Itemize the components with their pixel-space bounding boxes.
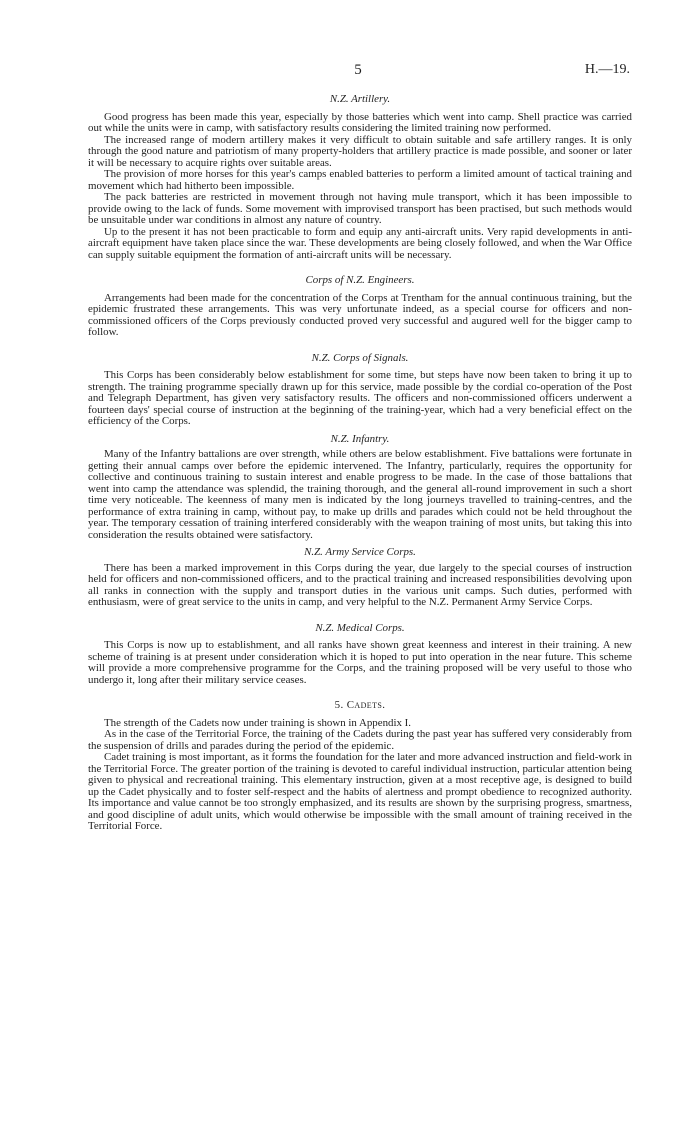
section-title: Corps of N.Z. Engineers. [305, 274, 415, 286]
document-reference: H.—19. [584, 62, 630, 77]
document-body [88, 92, 632, 833]
paragraph: As in the case of the Territorial Force, the training of the Cadets during the past year has suffered very considerably from the suspension of drills and parades during the period of the epidemic. [88, 728, 632, 752]
paragraph: This Corps is now up to establishment, and all ranks have shown great keenness and interest in their training. A new scheme of training is at present under consideration which it is hoped to put into operation in the near future. This scheme will provide a more comprehensive programme for the Corps, and the training proposed will be very useful to those who undergo it, long after their military service ceases. [88, 639, 632, 686]
section-title: N.Z. Artillery. [329, 93, 391, 105]
page-header [86, 62, 630, 86]
paragraph: Cadet training is most important, as it forms the foundation for the later and more advanced instruction and field-work in the Territorial Force. The greater portion of the training is devoted to careful individual instruction, particular attention being given to physical and recreational training. This elementary instruction, given at a most receptive age, is designed to build up the Cadet physically and to foster self-respect and the habits of alertness and prompt obedience to recognized authority. Its importance and value cannot be too strongly emphasized, and its results are shown by the surprising progress, smartness, and good discipline of adult units, which would otherwise be impossible with the small amount of training received in the Territorial Force. [88, 751, 632, 832]
paragraph: Arrangements had been made for the concentration of the Corps at Trentham for the annual continuous training, but the epidemic frustrated these arrangements. This was very unfortunate indeed, as a special course for officers and non-commissioned officers of the Corps previously conducted proved very successful and augured well for the bigger camp to follow. [88, 291, 632, 338]
section-engineers [88, 275, 632, 339]
section-cadets [88, 700, 632, 833]
paragraph: The pack batteries are restricted in movement through not having mule transport, which it has been impossible to provide owing to the lack of funds. Some movement with improvised transport has been practised, but such methods would be unsuitable under war conditions in almost any nature of country. [88, 191, 632, 226]
paragraph: Up to the present it has not been practicable to form and equip any anti-aircraft units. Very rapid developments in anti-aircraft equipment have taken place since the war. These developments are being closely followed, and when the War Office can supply suitable equipment the formation of anti-aircraft units will be necessary. [88, 225, 632, 261]
paragraph: The provision of more horses for this year's camps enabled batteries to perform a limited amount of tactical training and movement which had hitherto been impossible. [88, 168, 632, 192]
section-artillery [88, 94, 632, 261]
paragraph: Good progress has been made this year, especially by those batteries which went into camp. Shell practice was carried out while the units were in camp, with satisfactory results considering the limited training now performed. [88, 110, 632, 134]
paragraph: There has been a marked improvement in this Corps during the year, due largely to the special courses of instruction held for officers and non-commissioned officers, and to the practical training and increased responsibilities devolving upon all ranks in connection with the supply and transport duties in the various unit camps. Such duties, performed with enthusiasm, were of great service to the units in camp, and very helpful to the N.Z. Permanent Army Service Corps. [88, 561, 632, 608]
paragraph: Many of the Infantry battalions are over strength, while others are below establishment. Five battalions were fortunate in getting their annual camps over before the epidemic intervened. The Infantry, particularly, requires the opportunity for collective and continuous training to sustain interest and enable progress to be made. In the case of those battalions that went into camp the attendance was splendid, the training thorough, and the general all-round improvement in such a short time very noticeable. The keenness of many men is indicated by the long journeys travelled to training-centres, and the performance of extra training in camp, without pay, to make up drills and parades which could not be held throughout the year. The temporary cessation of training interfered considerably with the weapon training of most units, but taking this into consideration the results obtained were satisfactory. [88, 448, 632, 541]
section-title: N.Z. Infantry. [330, 432, 390, 445]
paragraph: This Corps has been considerably below establishment for some time, but steps have now been taken to bring it up to strength. The training programme specially drawn up for this service, made possible by the cordial co-operation of the Post and Telegraph Department, has given very satisfactory results. The officers and non-commissioned officers underwent a fourteen days' special course of instruction at the beginning of the training-year, which had a very beneficial effect on the efficiency of the Corps. [88, 369, 632, 427]
section-army-service-corps [88, 547, 632, 609]
section-infantry [88, 434, 632, 542]
section-title: 5. Cadets. [334, 699, 386, 711]
page-number: 5 [354, 62, 362, 78]
section-title: N.Z. Medical Corps. [315, 621, 405, 634]
section-medical-corps [88, 623, 632, 687]
section-signals [88, 353, 632, 428]
paragraph: The strength of the Cadets now under training is shown in Appendix I. [104, 716, 412, 729]
paragraph: The increased range of modern artillery makes it very difficult to obtain suitable and safe artillery ranges. It is only through the good nature and patriotism of many property-holders that artillery practice is made possible, and sooner or later it will be necessary to acquire rights over suitable areas. [88, 133, 632, 169]
section-title: N.Z. Corps of Signals. [311, 351, 409, 364]
section-title: N.Z. Army Service Corps. [304, 546, 416, 558]
